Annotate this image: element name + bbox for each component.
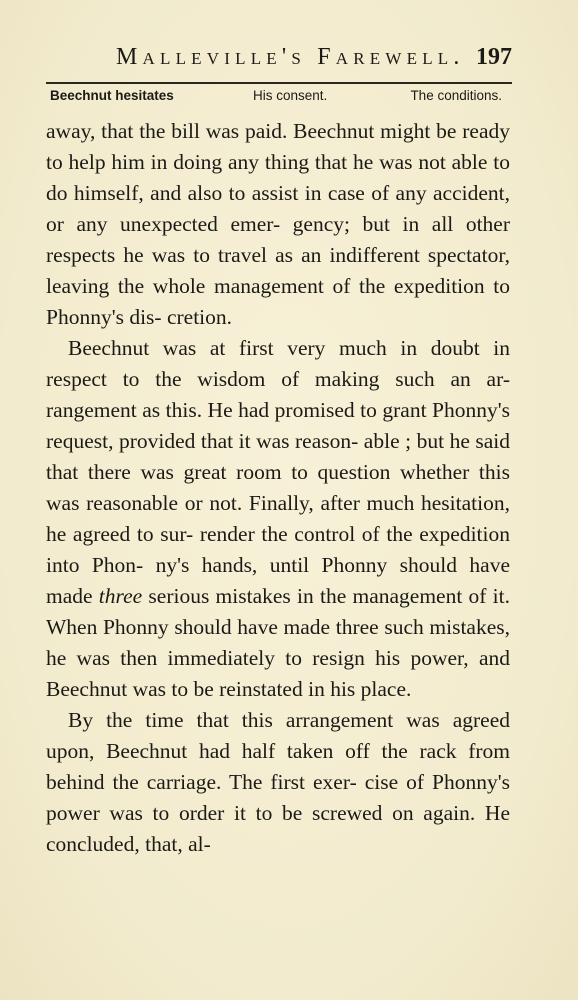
paragraph-2-text-after: serious mistakes in the management of it. When Phonny should have made three such mistakes, he was then immediately to resign his power, and Beechnut was to be reinstated in his place. [46, 584, 511, 701]
paragraph-1-text: away, that the bill was paid. Beechnut might be ready to help him in doing any thing that he was not able to do himself, and also to assist in case of any accident, or any unexpected emer- gency; but in all other respects he was to travel as an indifferent spectator, leaving the whole management of the expedition to Phonny's dis- cretion. [46, 119, 510, 329]
paragraph-3 [46, 705, 510, 860]
running-title: Malleville's Farewell. [116, 44, 465, 70]
page-number: 197 [476, 44, 512, 70]
header-rule [46, 82, 512, 84]
paragraph-2-emphasis: three [98, 584, 143, 608]
paragraph-3-text: By the time that this arrangement was agreed upon, Beechnut had half taken off the rack from behind the carriage. The first exer- cise of Phonny's power was to order it to be screwed on again. He concluded, that, al- [46, 708, 510, 856]
paragraph-1 [46, 116, 510, 333]
paragraph-2-text: Beechnut was at first very much in doubt in respect to the wisdom of making such an ar- rangement as this. He had promised to grant Phonny's request, provided that it was reason- able ; but he said that there was great room to question whether this was reasonable or not. Finally, after much hesitation, he agreed to sur- render the control of the expedition into Phon- ny's hands, until Phonny should have made [46, 336, 510, 608]
subhead-left: Beechnut hesitates [50, 88, 174, 103]
subhead-right: The conditions. [410, 88, 502, 103]
subheads [46, 88, 512, 108]
paragraph-2 [46, 333, 510, 705]
subhead-center: His consent. [253, 88, 328, 103]
running-head [46, 44, 512, 78]
body-text [46, 116, 510, 860]
